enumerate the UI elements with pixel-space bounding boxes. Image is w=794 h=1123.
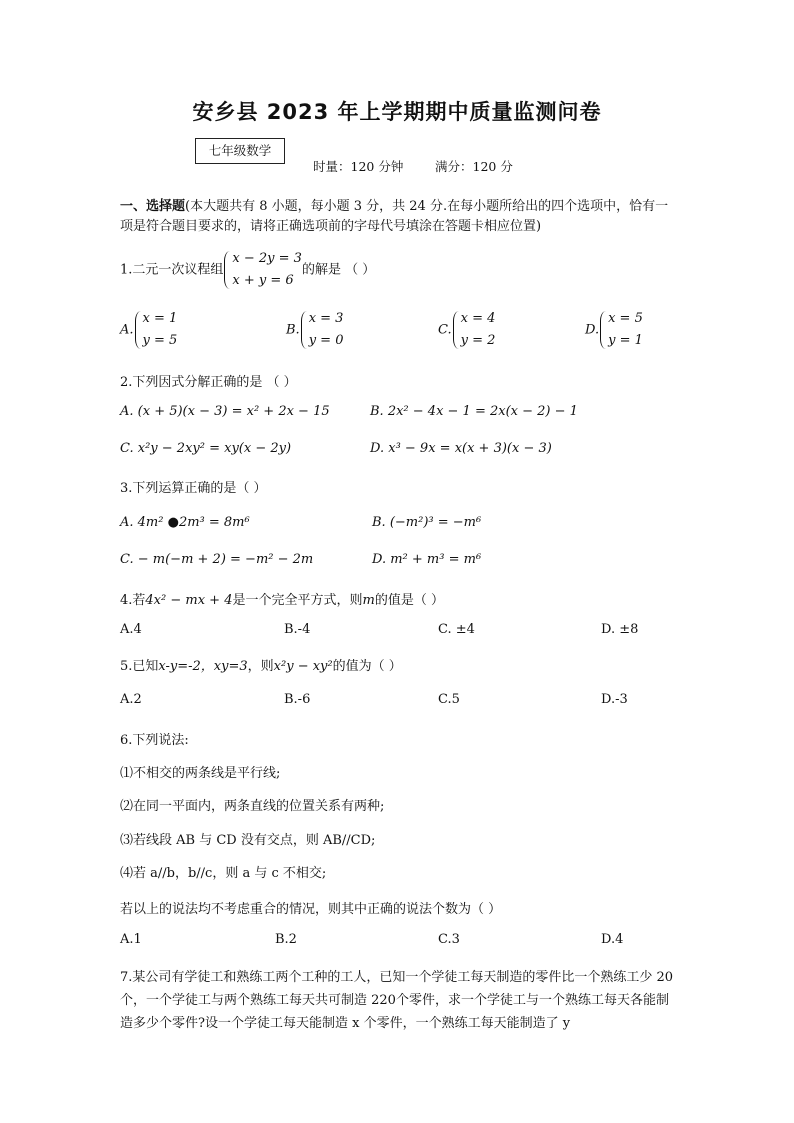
q1-b-x: x = 3 [308,311,344,326]
q4-stem-suffix: 的值是（ ） [374,593,444,608]
grade-subject-box: 七年级数学 [195,138,285,164]
question-7-text: 7.某公司有学徒工和熟练工两个工种的工人，已知一个学徒工每天制造的零件比一个熟练工少 20个，一个学徒工与两个熟练工每天共可制造 220个零件，求一个学徒工与一个熟练工每天各能制造多少个零件?设一个学徒工每天能制造 x 个零件，一个熟练工每天能制造了 y [120,970,674,1031]
q2-option-b[interactable]: B. 2x² − 4x − 1 = 2x(x − 2) − 1 [370,404,578,419]
q4-stem-prefix: 4.若 [120,593,146,608]
q1-a-x: x = 1 [142,311,178,326]
q1-eq1: x − 2y = 3 [232,251,302,266]
q1-option-b[interactable] [286,308,343,352]
q4-expression: 4x² − mx + 4 [145,593,233,608]
q6-statement-4: ⑷若 a//b，b//c，则 a 与 c 不相交; [120,866,327,881]
q6-option-b[interactable]: B.2 [275,932,297,947]
q4-option-a[interactable]: A.4 [120,622,142,637]
q3-option-d-text: m² + m³ = m⁶ [390,552,482,567]
q3-option-c-text: − m(−m + 2) = −m² − 2m [137,552,314,567]
q1-option-d[interactable] [585,308,643,352]
q1-option-c[interactable] [438,308,495,352]
q6-note: 若以上的说法均不考虑重合的情况，则其中正确的说法个数为（ ） [120,902,502,917]
q5-stem-prefix: 5.已知 [120,659,159,674]
q4-option-b[interactable]: B.-4 [284,622,311,637]
section1-heading: 一、选择题 [120,199,186,214]
q3-option-a[interactable]: A. 4m² ●2m³ = 8m⁶ [120,515,250,530]
q4-option-c[interactable]: C. ±4 [438,622,475,637]
q2-option-a[interactable]: A. (x + 5)(x − 3) = x² + 2x − 15 [120,404,330,419]
q6-statement-1: ⑴不相交的两条线是平行线; [120,766,281,781]
q1-c-y: y = 2 [460,333,496,348]
q4-variable: m [362,593,375,608]
q1-eq2: x + y = 6 [232,273,294,288]
q1-a-y: y = 5 [142,333,178,348]
q1-stem-prefix: 1.二元一次议程组 [120,262,224,278]
q2-option-a-text: (x + 5)(x − 3) = x² + 2x − 15 [137,404,330,419]
q3-option-a-text: 4m² ●2m³ = 8m⁶ [137,515,250,530]
q1-stem-suffix: 的解是 （ ） [301,262,376,278]
q1-option-c-letter: C. [438,322,452,338]
full-score: 满分：120 分 [435,159,513,174]
q3-option-d[interactable]: D. m² + m³ = m⁶ [372,552,482,567]
q6-statement-2: ⑵在同一平面内，两条直线的位置关系有两种; [120,799,385,814]
q1-b-y: y = 0 [308,333,344,348]
q5-condition: x-y=-2，xy=3 [158,659,248,674]
q1-d-x: x = 5 [608,311,643,326]
q2-option-d-text: x³ − 9x = x(x + 3)(x − 3) [388,441,552,456]
q1-option-b-letter: B. [286,322,300,338]
q4-option-d[interactable]: D. ±8 [601,622,639,637]
q3-option-c[interactable]: C. − m(−m + 2) = −m² − 2m [120,552,314,567]
q2-option-c[interactable]: C. x²y − 2xy² = xy(x − 2y) [120,441,292,456]
question-6-stem: 6.下列说法: [120,733,189,748]
q1-d-y: y = 1 [608,333,643,348]
q2-option-c-text: x²y − 2xy² = xy(x − 2y) [137,441,292,456]
q5-option-c[interactable]: C.5 [438,692,460,707]
section1-instruction-text: (本大题共有 8 小题，每小题 3 分，共 24 分.在每小题所给出的四个选项中，恰有一 项是符合题目要求的，请将正确选项前的字母代号填涂在答题卡相应位置) [120,199,669,234]
q3-option-b[interactable]: B. (−m²)³ = −m⁶ [372,515,482,530]
q6-statement-3: ⑶若线段 AB 与 CD 没有交点，则 AB//CD; [120,833,376,848]
page-title: 安乡县 2023 年上学期期中质量监测问卷 [192,100,602,124]
q6-option-c[interactable]: C.3 [438,932,460,947]
question-5-stem [120,655,402,674]
q5-expression: x²y − xy² [273,659,333,674]
q1-option-a-letter: A. [120,322,134,338]
q5-option-d[interactable]: D.-3 [601,692,628,707]
section1-instruction [120,197,680,237]
q5-option-a[interactable]: A.2 [120,692,142,707]
q5-stem-suffix: 的值为（ ） [332,659,402,674]
question-4-stem [120,589,444,608]
q6-option-d[interactable]: D.4 [601,932,624,947]
q2-option-d[interactable]: D. x³ − 9x = x(x + 3)(x − 3) [370,441,552,456]
q1-option-a[interactable] [120,308,177,352]
question-2-stem: 2.下列因式分解正确的是 （ ） [120,375,297,390]
q1-c-x: x = 4 [460,311,496,326]
q4-stem-mid: 是一个完全平方式，则 [232,593,363,608]
question-1-stem [120,248,375,292]
q1-equation-system [223,248,302,292]
q5-option-b[interactable]: B.-6 [284,692,311,707]
q6-option-a[interactable]: A.1 [120,932,142,947]
q3-option-b-text: (−m²)³ = −m⁶ [389,515,482,530]
question-3-stem: 3.下列运算正确的是（ ） [120,481,267,496]
time-limit: 时量：120 分钟 [313,159,404,174]
q1-option-d-letter: D. [585,322,600,338]
q2-option-b-text: 2x² − 4x − 1 = 2x(x − 2) − 1 [387,404,578,419]
q5-stem-mid: ，则 [247,659,274,674]
